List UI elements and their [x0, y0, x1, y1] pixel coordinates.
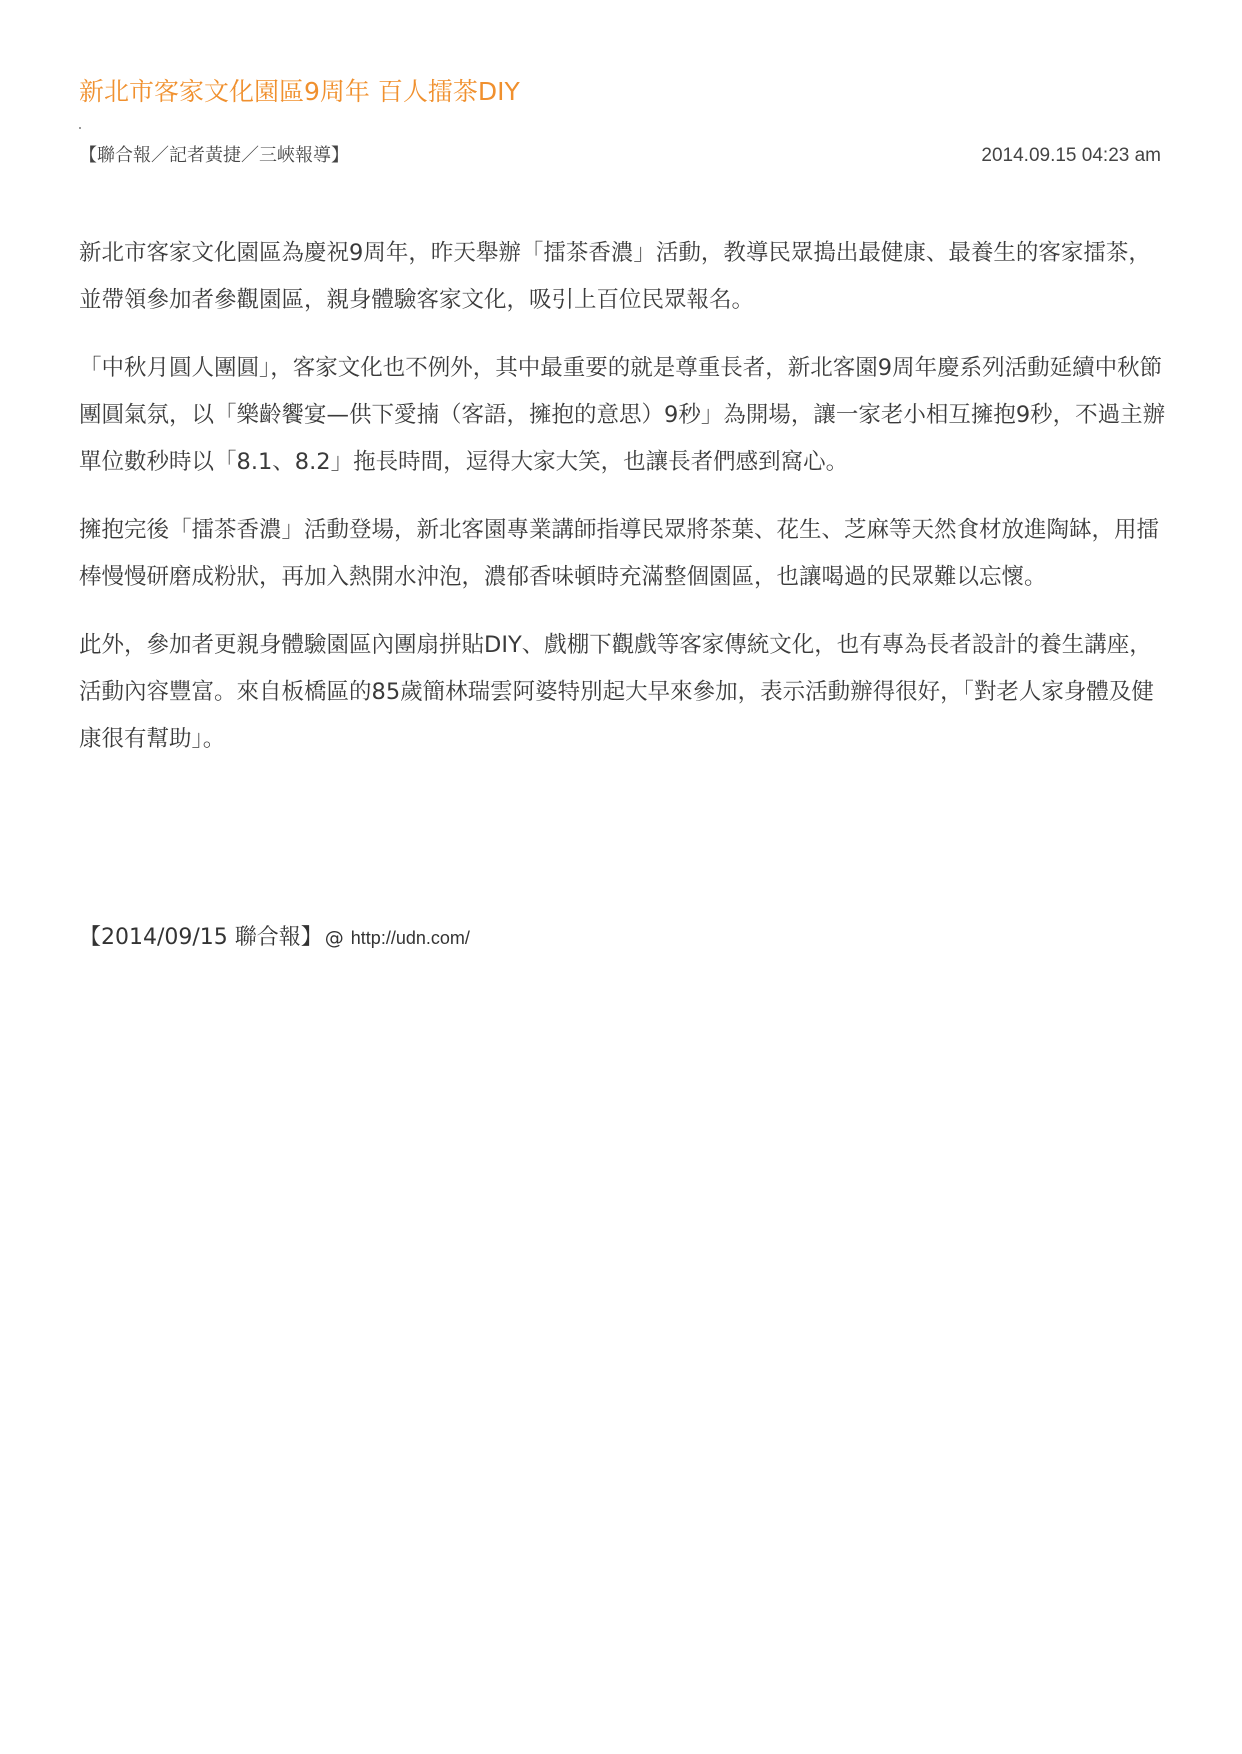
article-paragraph: 此外，參加者更親身體驗園區內團扇拼貼DIY、戲棚下觀戲等客家傳統文化，也有專為長者設計的養生講座，活動內容豐富。來自板橋區的85歲簡林瑞雲阿婆特別起大早來參加，表示活動辦得很好，「對老人家身體及健康很有幫助」。: [79, 632, 1154, 752]
article-page: [79, 70, 1166, 950]
article-paragraph: 新北市客家文化園區為慶祝9周年，昨天舉辦「擂茶香濃」活動，教導民眾搗出最健康、最養生的客家擂茶，並帶領參加者參觀園區，親身體驗客家文化，吸引上百位民眾報名。: [79, 240, 1151, 313]
article-title: 新北市客家文化園區9周年 百人擂茶DIY: [79, 77, 520, 106]
timestamp: 2014.09.15 04:23 am: [981, 145, 1161, 166]
source-label: 【2014/09/15 聯合報】: [79, 925, 323, 950]
at-symbol: @: [324, 927, 344, 949]
title-separator-dot: [79, 127, 81, 129]
article-body: [79, 230, 1169, 784]
article-meta: [79, 138, 1161, 174]
article-paragraph: 擁抱完後「擂茶香濃」活動登場，新北客園專業講師指導民眾將茶葉、花生、芝麻等天然食材放進陶缽，用擂棒慢慢研磨成粉狀，再加入熱開水沖泡，濃郁香味頓時充滿整個園區，也讓喝過的民眾難以忘懷。: [79, 517, 1160, 590]
source-link[interactable]: http://udn.com/: [350, 928, 470, 948]
source-line: [79, 916, 470, 960]
article-paragraph: 「中秋月圓人團圓」，客家文化也不例外，其中最重要的就是尊重長者，新北客園9周年慶系列活動延續中秋節團圓氣氛，以「樂齡饗宴—供下愛揇（客語，擁抱的意思）9秒」為開場，讓一家老小相互擁抱9秒，不過主辦單位數秒時以「8.1、8.2」拖長時間，逗得大家大笑，也讓長者們感到窩心。: [79, 355, 1166, 475]
byline: 【聯合報／記者黃捷／三峽報導】: [79, 145, 349, 166]
